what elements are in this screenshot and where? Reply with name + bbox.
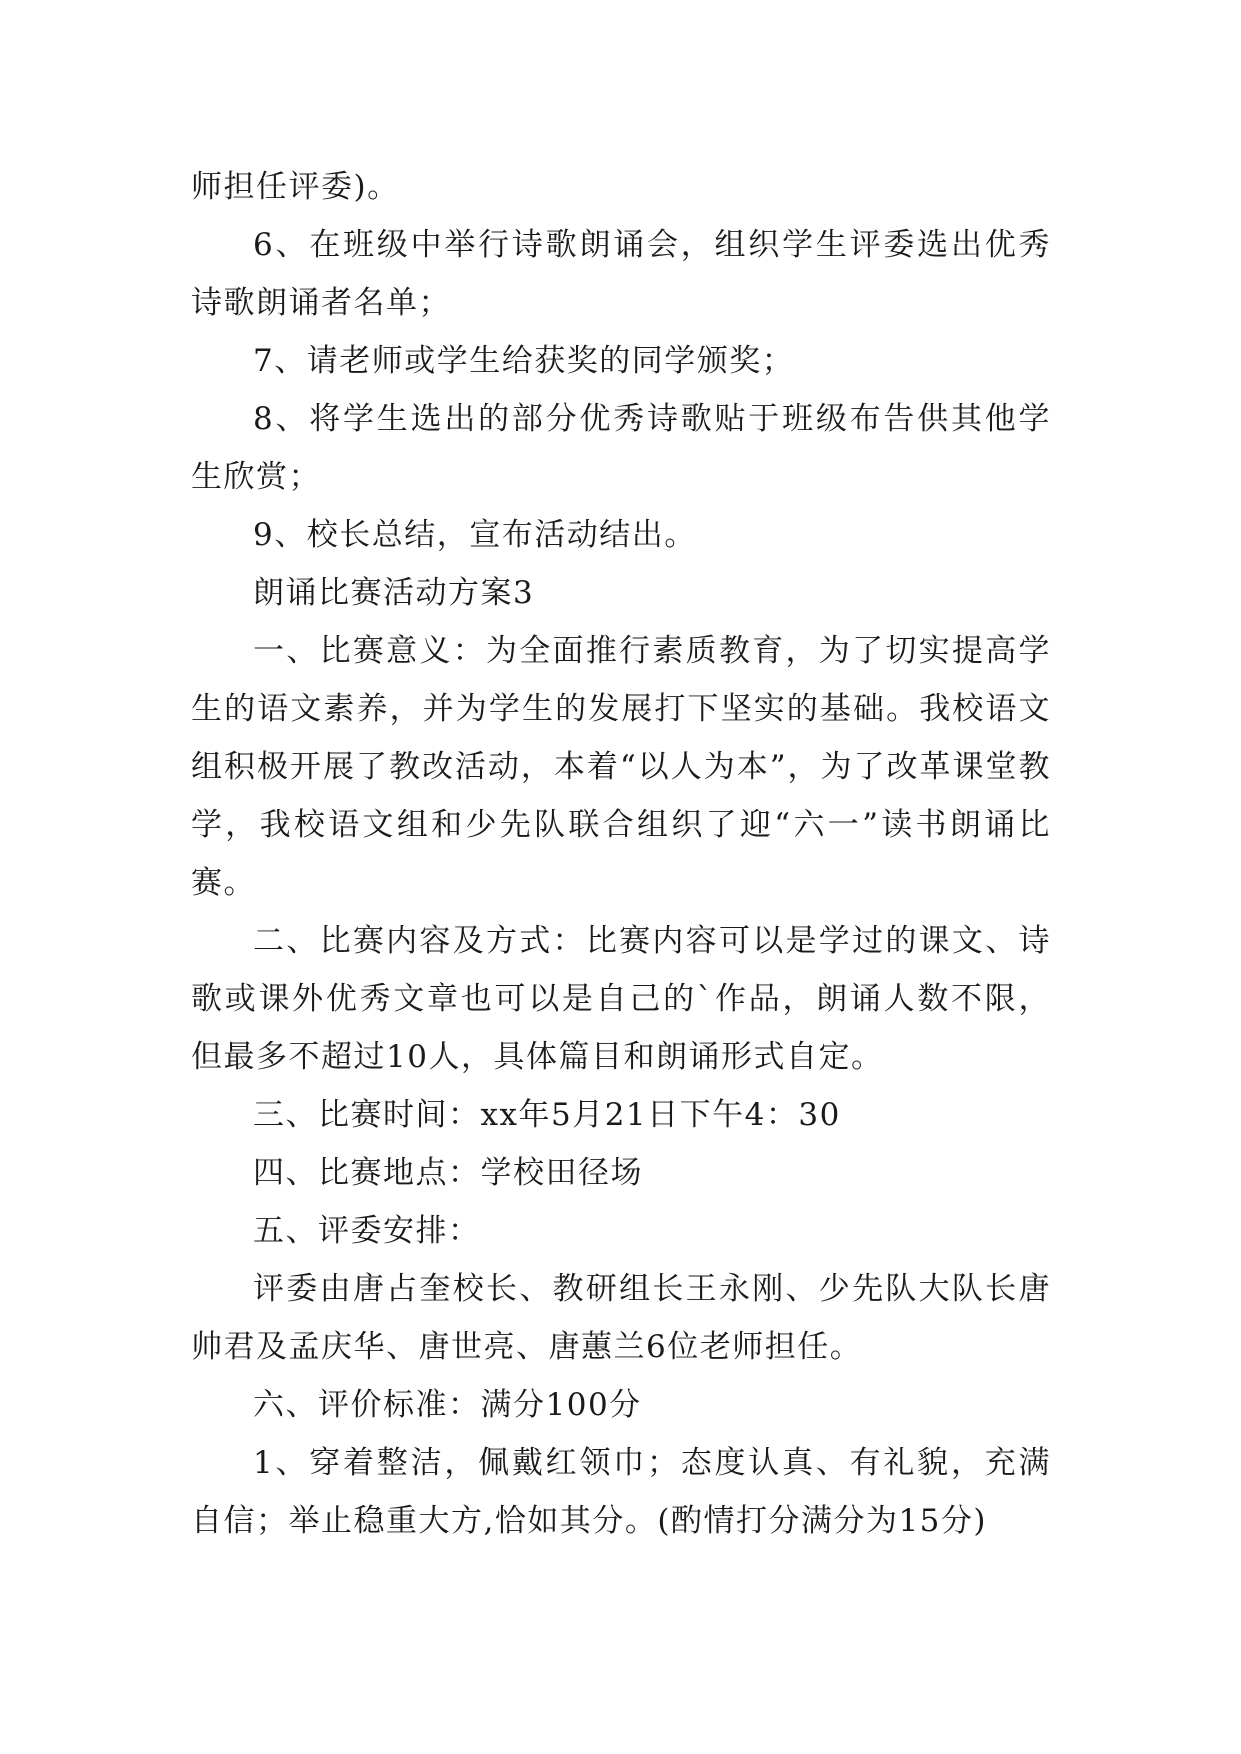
paragraph-significance: 一、比赛意义：为全面推行素质教育，为了切实提高学生的语文素养，并为学生的发展打下坚实的基础。我校语文组积极开展了教改活动，本着“以人为本”，为了改革课堂教学，我校语文组和少先队联合组织了迎“六一”读书朗诵比赛。 — [191, 633, 1051, 901]
paragraph-continuation: 师担任评委)。 — [191, 169, 400, 205]
paragraph-time: 三、比赛时间：xx年5月21日下午4：30 — [253, 1097, 841, 1133]
paragraph-item-9: 9、校长总结，宣布活动结出。 — [253, 517, 697, 553]
section-title: 朗诵比赛活动方案3 — [253, 575, 535, 611]
paragraph-judges-heading: 五、评委安排： — [253, 1213, 481, 1249]
paragraph-criteria-1: 1、穿着整洁，佩戴红领巾；态度认真、有礼貌，充满自信；举止稳重大方,恰如其分。(酌情打分满分为15分) — [191, 1445, 1051, 1539]
paragraph-judges: 评委由唐占奎校长、教研组长王永刚、少先队大队长唐帅君及孟庆华、唐世亮、唐蕙兰6位老师担任。 — [191, 1271, 1051, 1365]
paragraph-item-6: 6、在班级中举行诗歌朗诵会，组织学生评委选出优秀诗歌朗诵者名单； — [191, 227, 1051, 321]
paragraph-location: 四、比赛地点：学校田径场 — [253, 1155, 643, 1191]
paragraph-content-method: 二、比赛内容及方式：比赛内容可以是学过的课文、诗歌或课外优秀文章也可以是自己的`作品，朗诵人数不限，但最多不超过10人，具体篇目和朗诵形式自定。 — [191, 923, 1051, 1075]
paragraph-item-7: 7、请老师或学生给获奖的同学颁奖； — [253, 343, 795, 379]
document-body — [191, 158, 1051, 1550]
paragraph-criteria-heading: 六、评价标准：满分100分 — [253, 1387, 642, 1423]
paragraph-item-8: 8、将学生选出的部分优秀诗歌贴于班级布告供其他学生欣赏； — [191, 401, 1051, 495]
